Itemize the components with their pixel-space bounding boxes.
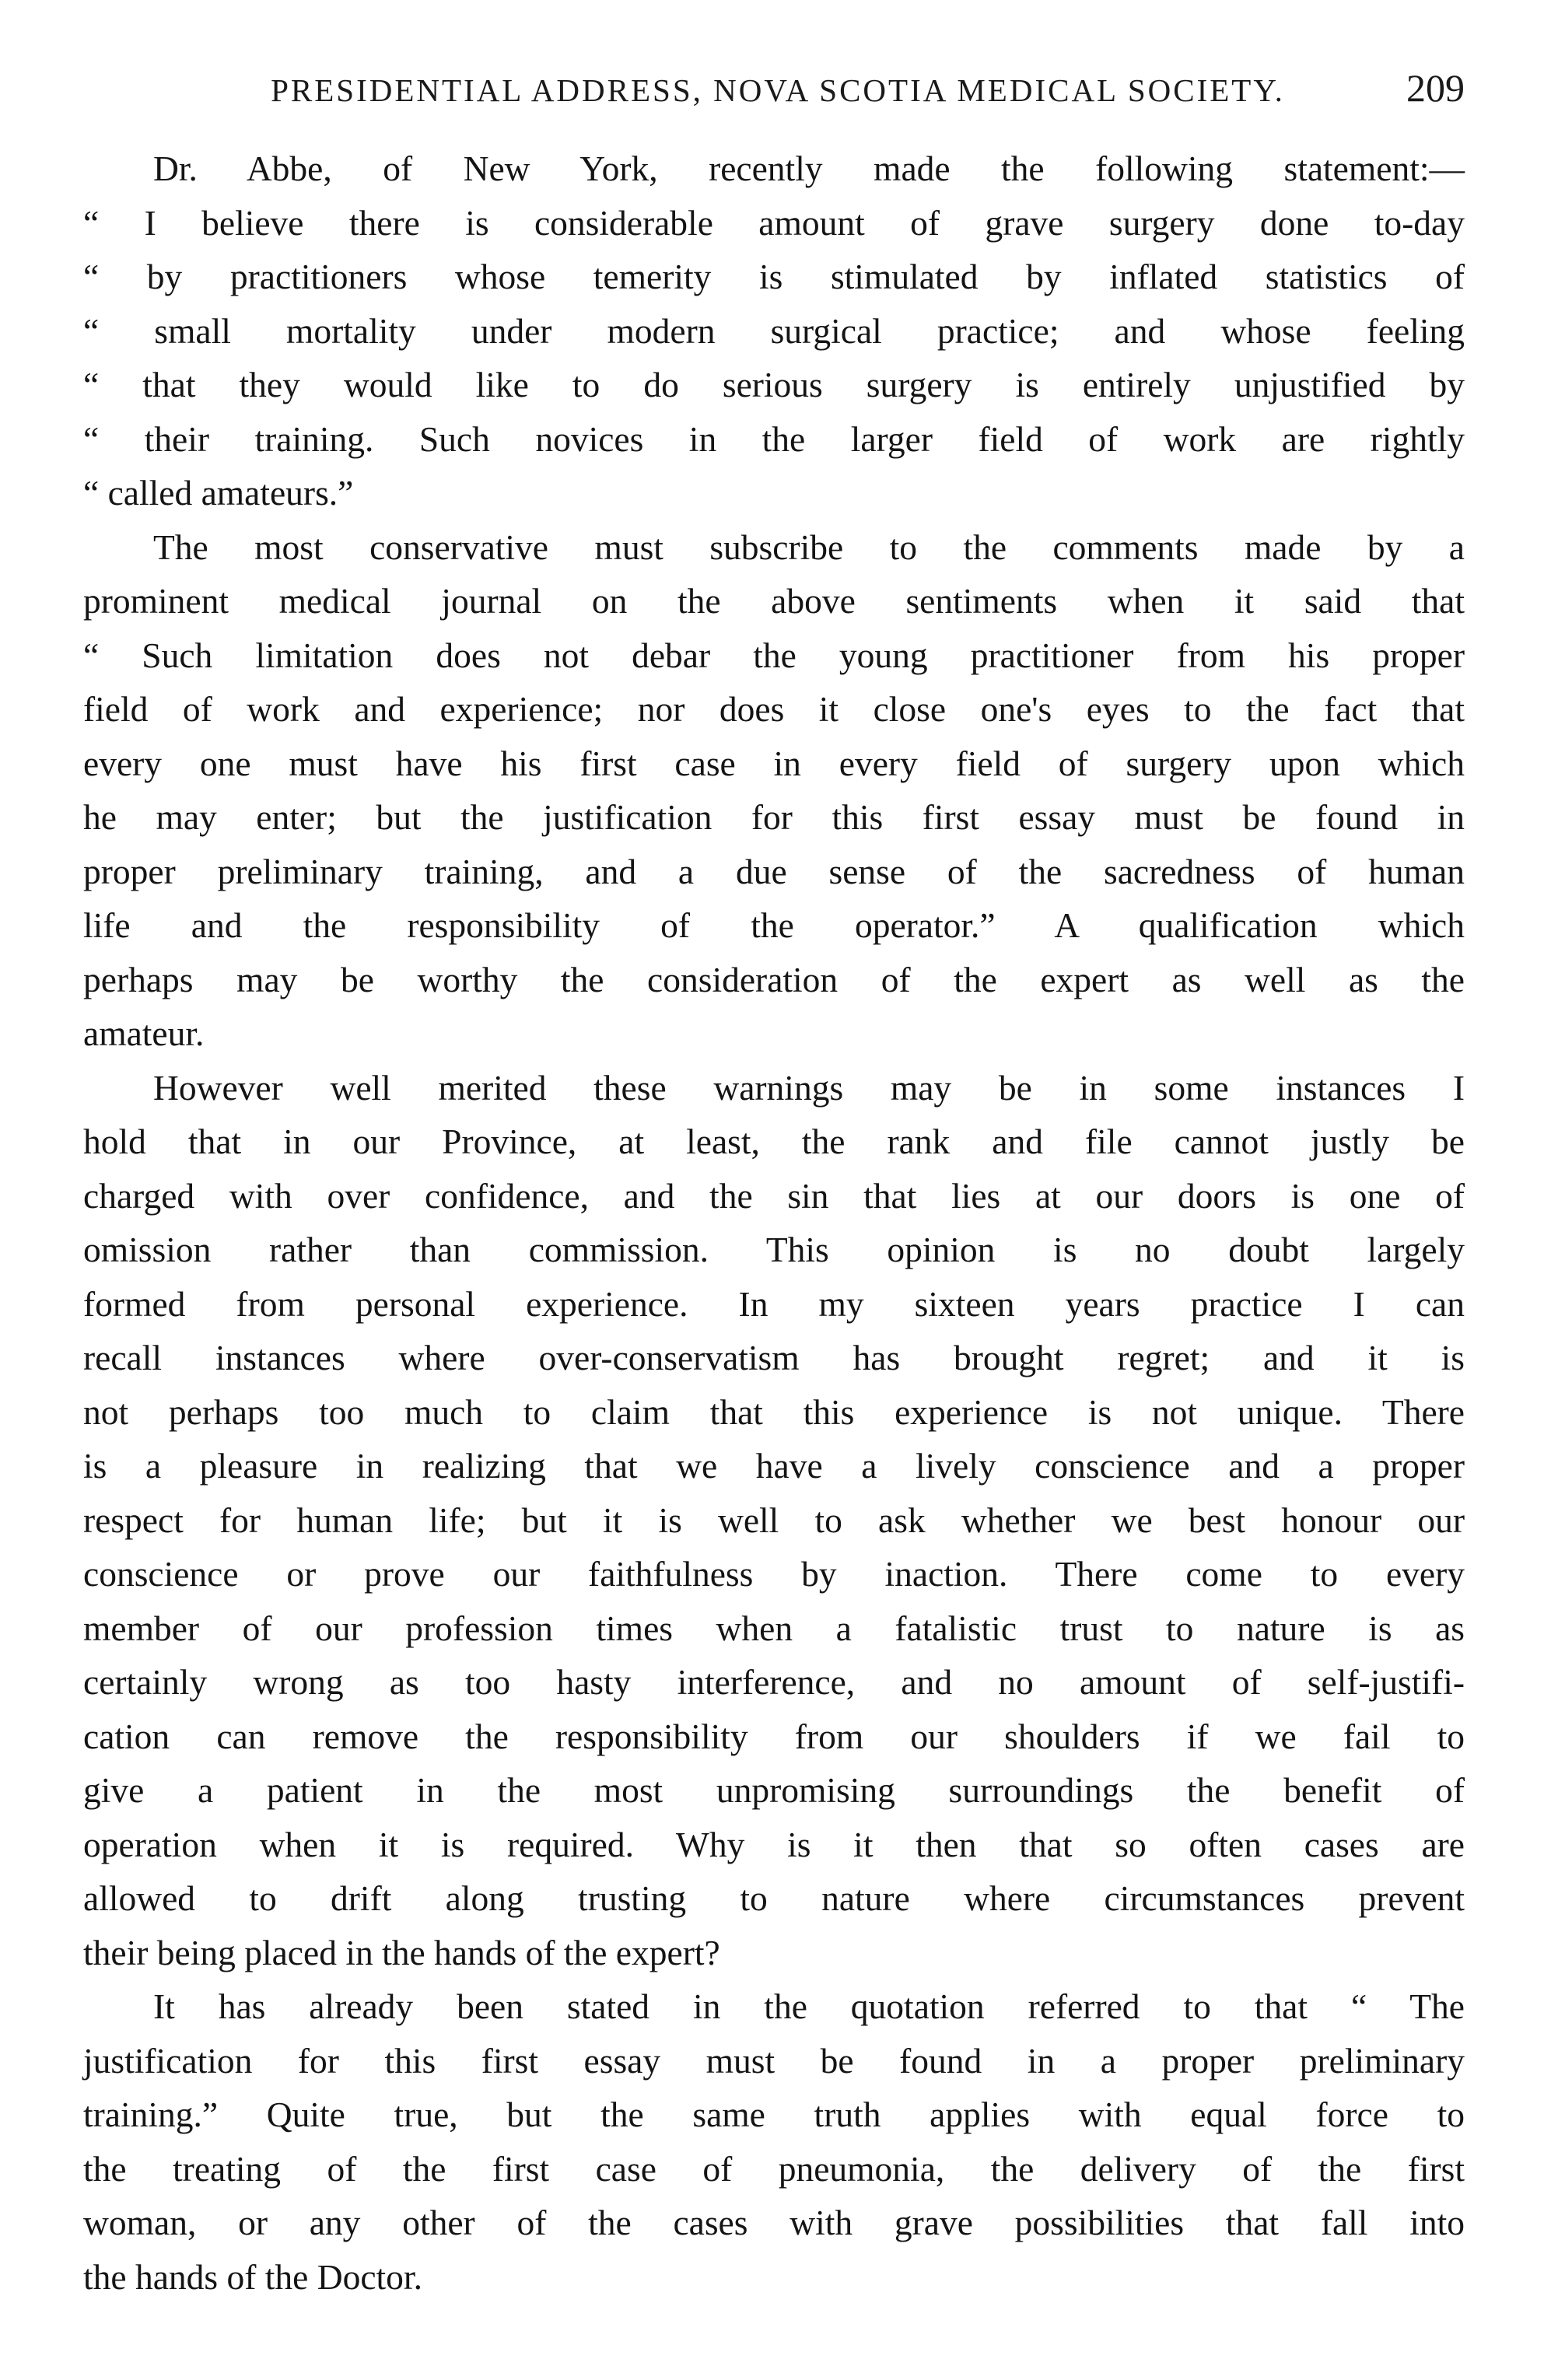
text-line: “ by practitioners whose temerity is stimulated by inflated statistics of bbox=[83, 257, 1465, 296]
text-line: every one must have his first case in every field of surgery upon which bbox=[83, 743, 1465, 783]
text-line: “ I believe there is considerable amount of grave surgery done to-day bbox=[83, 202, 1465, 243]
text-line: he may enter; but the justification for this first essay must be found in bbox=[83, 797, 1465, 837]
text-line: charged with over confidence, and the sin that lies at our doors is one of bbox=[83, 1175, 1465, 1216]
paragraph-however bbox=[83, 1061, 1465, 1980]
text-line: certainly wrong as too hasty interference, and no amount of self-justifi- bbox=[83, 1662, 1465, 1702]
paragraph-quote-abbe bbox=[83, 142, 1465, 520]
text-line: “ small mortality under modern surgical practice; and whose feeling bbox=[83, 310, 1465, 351]
text-line: operation when it is required. Why is it then that so often cases are bbox=[83, 1824, 1465, 1864]
text-line: “ their training. Such novices in the larger field of work are rightly bbox=[83, 418, 1465, 459]
text-line: The most conservative must subscribe to the comments made by a bbox=[153, 527, 1465, 567]
text-line: “ Such limitation does not debar the young practitioner from his proper bbox=[83, 635, 1465, 675]
text-line: amateur. bbox=[83, 1013, 205, 1053]
text-line: woman, or any other of the cases with grave possibilities that fall into bbox=[83, 2203, 1465, 2242]
text-line: proper preliminary training, and a due sense of the sacredness of human bbox=[83, 851, 1465, 891]
text-line: allowed to drift along trusting to nature where circumstances prevent bbox=[83, 1878, 1465, 1918]
text-line: training.” Quite true, but the same truth applies with equal force to bbox=[83, 2095, 1465, 2134]
text-line: “ called amateurs.” bbox=[83, 473, 354, 513]
text-line: formed from personal experience. In my sixteen years practice I can bbox=[83, 1283, 1465, 1324]
text-line: Dr. Abbe, of New York, recently made the following statement:— bbox=[153, 149, 1465, 188]
text-line: their being placed in the hands of the expert? bbox=[83, 1932, 720, 1972]
text-line: not perhaps too much to claim that this experience is not unique. There bbox=[83, 1391, 1465, 1432]
text-line: member of our profession times when a fatalistic trust to nature is as bbox=[83, 1608, 1465, 1648]
text-line: perhaps may be worthy the consideration of the expert as well as the bbox=[83, 959, 1465, 999]
text-line: conscience or prove our faithfulness by inaction. There come to every bbox=[83, 1554, 1465, 1594]
text-line: prominent medical journal on the above sentiments when it said that bbox=[83, 581, 1465, 621]
text-line: justification for this first essay must be found in a proper preliminary bbox=[83, 2040, 1465, 2081]
text-line: recall instances where over-conservatism has brought regret; and it is bbox=[83, 1338, 1465, 1377]
body-text bbox=[83, 142, 1465, 2304]
text-line: field of work and experience; nor does it close one's eyes to the fact that bbox=[83, 689, 1465, 729]
text-line: cation can remove the responsibility from our shoulders if we fail to bbox=[83, 1716, 1465, 1756]
text-line: It has already been stated in the quotation referred to that “ The bbox=[153, 1986, 1465, 2026]
paragraph-conservative bbox=[83, 520, 1465, 1061]
text-line: the treating of the first case of pneumonia, the delivery of the first bbox=[83, 2148, 1465, 2189]
text-line: hold that in our Province, at least, the rank and file cannot justly be bbox=[83, 1122, 1465, 1161]
page-number: 209 bbox=[1406, 66, 1465, 110]
text-line: respect for human life; but it is well to ask whether we best honour our bbox=[83, 1500, 1465, 1540]
text-line: omission rather than commission. This opinion is no doubt largely bbox=[83, 1230, 1465, 1269]
text-line: give a patient in the most unpromising surroundings the benefit of bbox=[83, 1770, 1465, 1810]
text-line: the hands of the Doctor. bbox=[83, 2256, 422, 2297]
text-line: “ that they would like to do serious surgery is entirely unjustified by bbox=[83, 365, 1465, 404]
text-line: life and the responsibility of the operator.” A qualification which bbox=[83, 905, 1465, 945]
paragraph-already-stated bbox=[83, 1979, 1465, 2304]
text-line: is a pleasure in realizing that we have a lively conscience and a proper bbox=[83, 1446, 1465, 1486]
running-head: PRESIDENTIAL ADDRESS, NOVA SCOTIA MEDICAL SOCIETY. bbox=[271, 72, 1285, 108]
text-line: However well merited these warnings may be in some instances I bbox=[153, 1067, 1465, 1108]
